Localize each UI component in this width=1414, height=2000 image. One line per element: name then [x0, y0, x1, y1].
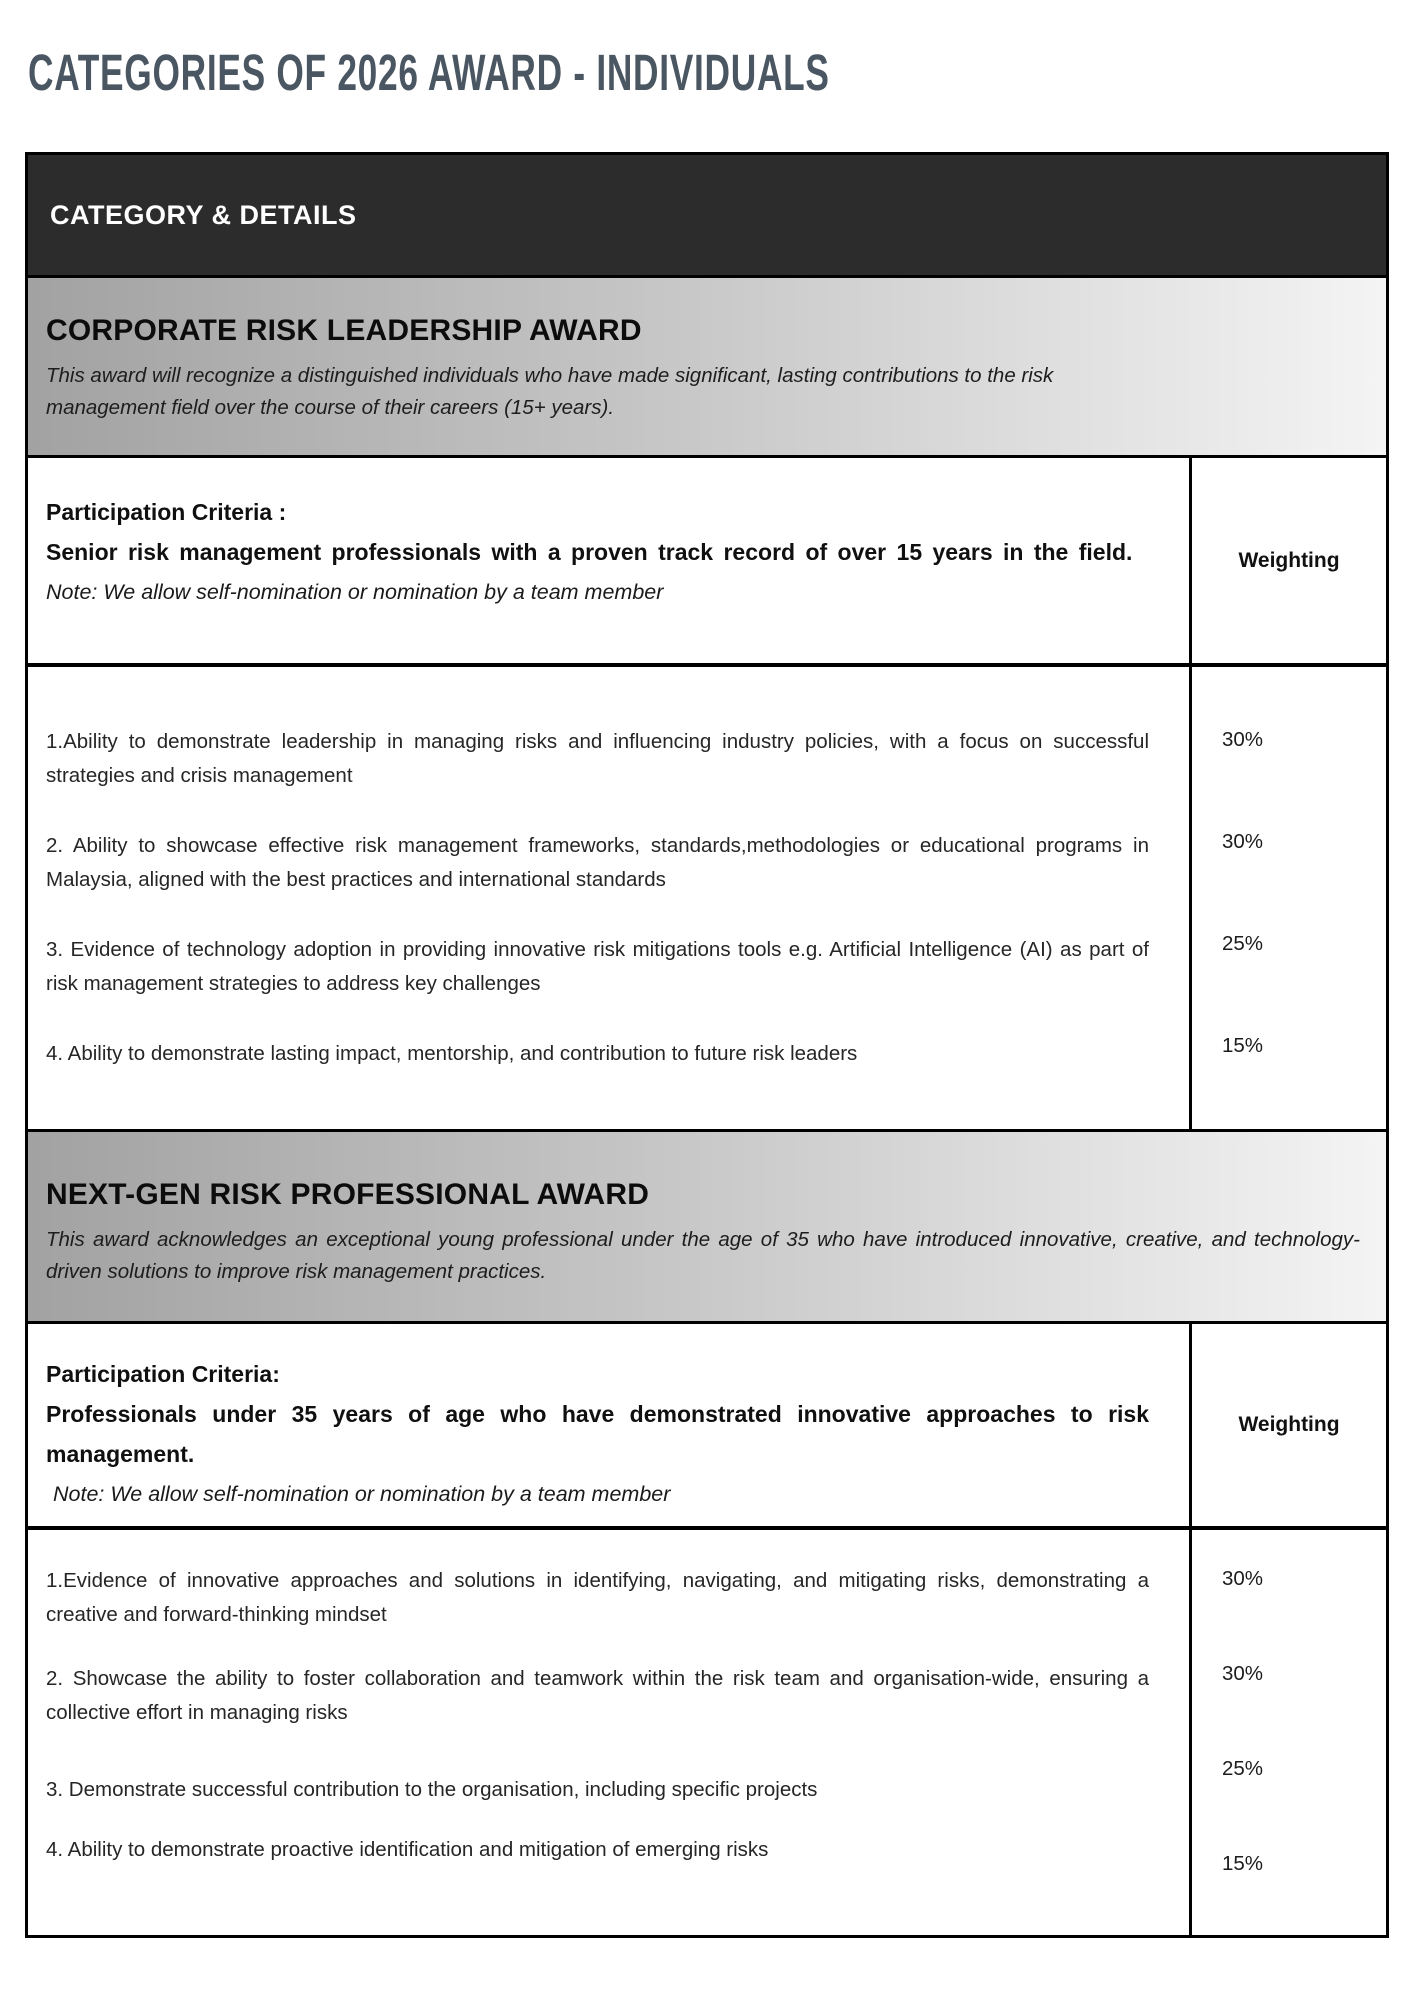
criterion-text: 2. Ability to showcase effective risk management frameworks, standards,methodologies or educational programs in Malaysia, aligned with the best practices and international standards	[46, 834, 1149, 891]
weight-value: 30%	[1222, 830, 1264, 853]
criterion-text: 4. Ability to demonstrate proactive identification and mitigation of emerging risks	[46, 1838, 769, 1861]
criteria-row	[28, 663, 1386, 1129]
criteria-list-cell	[28, 667, 1189, 1129]
award-table	[25, 152, 1389, 1938]
participation-text: Professionals under 35 years of age who have demonstrated innovative approaches to risk management.	[46, 1401, 1149, 1467]
weight-value: 15%	[1222, 1034, 1264, 1057]
weighting-label: Weighting	[1238, 1413, 1340, 1436]
weight-value: 30%	[1222, 1662, 1264, 1685]
criterion-text: 1.Evidence of innovative approaches and solutions in identifying, navigating, and mitigating risks, demonstrating a creative and forward-thinking mindset	[46, 1569, 1149, 1626]
category-header-label: CATEGORY & DETAILS	[50, 199, 357, 230]
criterion-text: 1.Ability to demonstrate leadership in managing risks and influencing industry policies, with a focus on successful strategies and crisis management	[46, 730, 1149, 787]
participation-label: Participation Criteria:	[46, 1361, 280, 1387]
weighting-header-cell	[1189, 1324, 1386, 1526]
participation-row	[28, 1321, 1386, 1526]
weighting-header-cell	[1189, 458, 1386, 663]
participation-cell	[28, 458, 1189, 663]
weight-value: 15%	[1222, 1852, 1264, 1875]
weighting-values-cell	[1189, 1530, 1386, 1935]
participation-note: Note: We allow self-nomination or nomination by a team member	[53, 1482, 671, 1506]
weighting-values-cell	[1189, 667, 1386, 1129]
award-description: This award will recognize a distinguished individuals who have made significant, lasting contributions to the risk management field over the course of their careers (15+ years).	[46, 364, 1054, 419]
award-band-corporate-risk-leadership	[28, 275, 1386, 455]
weight-value: 25%	[1222, 932, 1264, 955]
category-header-bar	[28, 155, 1386, 275]
criterion-text: 3. Demonstrate successful contribution to the organisation, including specific projects	[46, 1778, 818, 1801]
criterion-text: 3. Evidence of technology adoption in providing innovative risk mitigations tools e.g. Artificial Intelligence (AI) as part of risk management strategies to address key challenges	[46, 938, 1149, 995]
participation-label: Participation Criteria :	[46, 499, 287, 525]
participation-text: Senior risk management professionals with a proven track record of over 15 years in the field.	[46, 539, 1133, 565]
award-title: NEXT-GEN RISK PROFESSIONAL AWARD	[46, 1178, 650, 1211]
participation-cell	[28, 1324, 1189, 1526]
award-band-next-gen-risk-professional	[28, 1129, 1386, 1321]
weight-value: 25%	[1222, 1757, 1264, 1780]
weight-value: 30%	[1222, 1567, 1264, 1590]
weight-value: 30%	[1222, 728, 1264, 751]
participation-note: Note: We allow self-nomination or nomination by a team member	[46, 580, 664, 604]
criterion-text: 2. Showcase the ability to foster collaboration and teamwork within the risk team and organisation-wide, ensuring a collective effort in managing risks	[46, 1667, 1149, 1724]
criterion-text: 4. Ability to demonstrate lasting impact, mentorship, and contribution to future risk leaders	[46, 1042, 858, 1065]
criteria-list-cell	[28, 1530, 1189, 1935]
award-title: CORPORATE RISK LEADERSHIP AWARD	[46, 314, 642, 347]
criteria-row	[28, 1526, 1386, 1935]
award-description: This award acknowledges an exceptional young professional under the age of 35 who have introduced innovative, creative, and technology-driven solutions to improve risk management practices.	[46, 1228, 1360, 1283]
weighting-label: Weighting	[1238, 548, 1340, 572]
page-title: CATEGORIES OF 2026 AWARD - INDIVIDUALS	[28, 45, 830, 102]
participation-row	[28, 455, 1386, 663]
